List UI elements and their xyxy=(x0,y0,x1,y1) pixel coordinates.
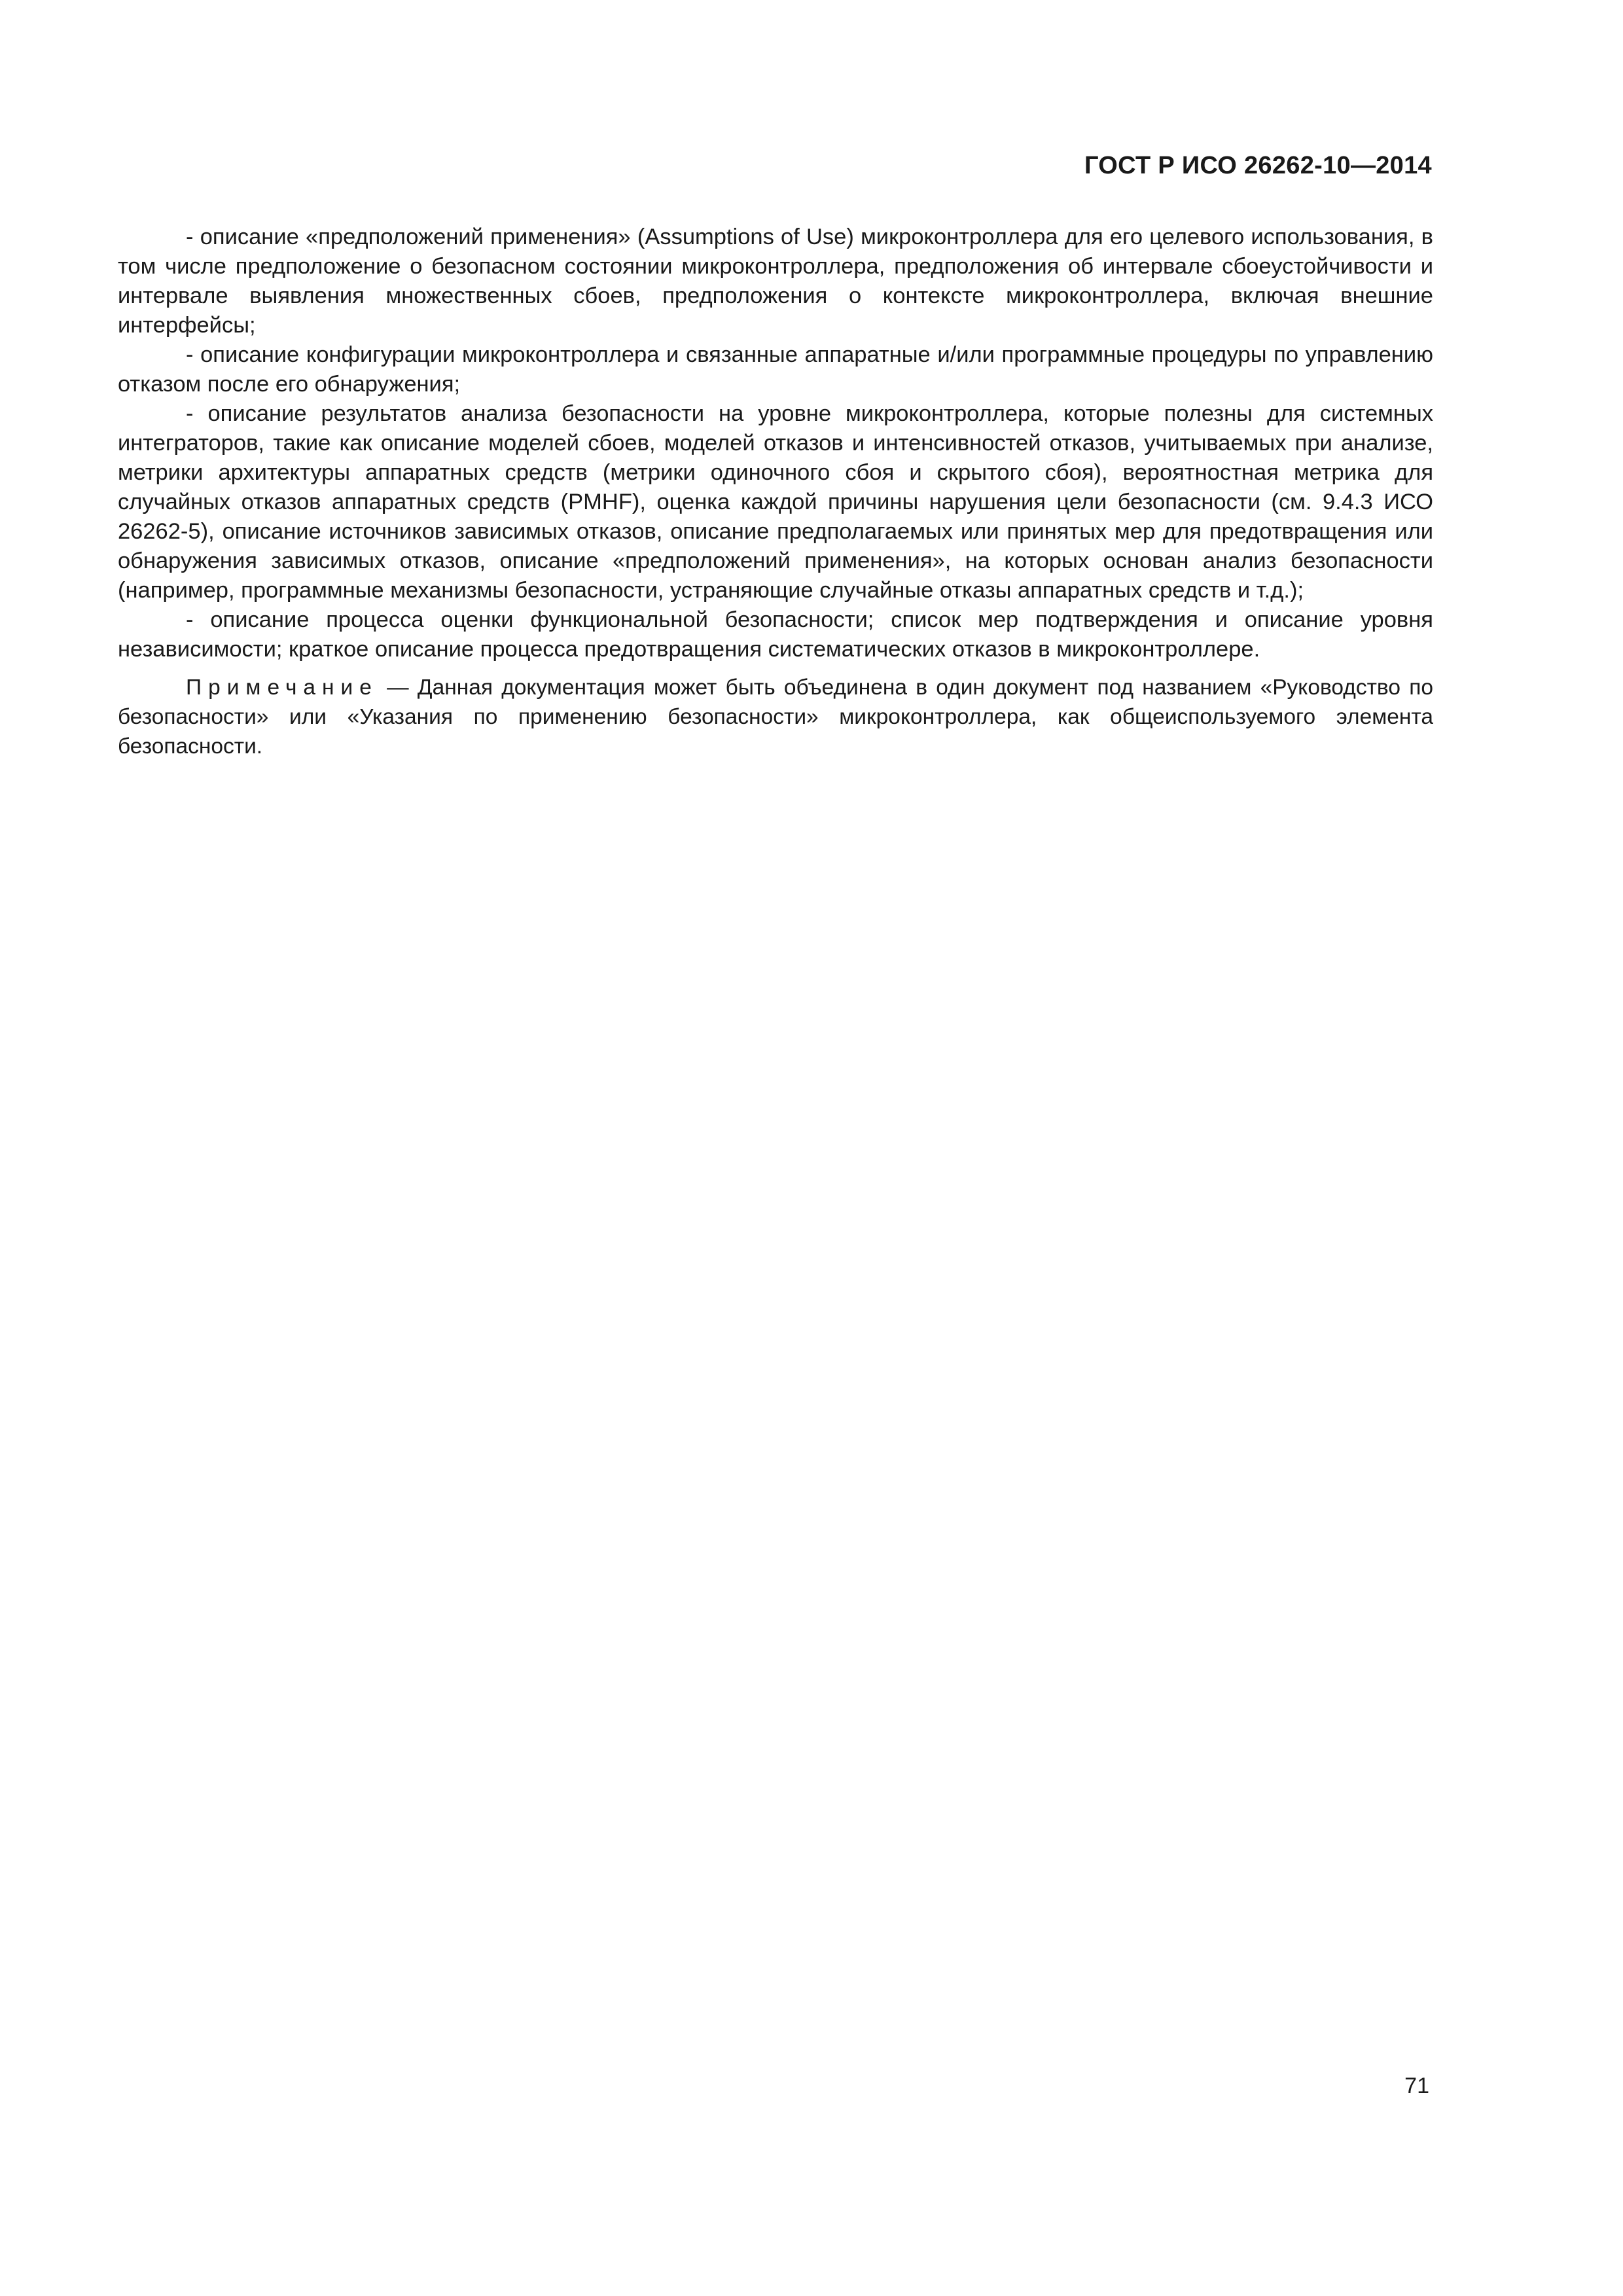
paragraph-safety-analysis-results: - описание результатов анализа безопасности на уровне микроконтроллера, которые полезны для системных интеграторов, такие как описание моделей сбоев, моделей отказов и интенсивностей отказов, учитываемых при анализе, метрики архитектуры аппаратных средств (метрики одиночного сбоя и скрытого сбоя), вероятностная метрика для случайных отказов аппаратных средств (PMHF), оценка каждой причины нарушения цели безопасности (см. 9.4.3 ИСО 26262-5), описание источников зависимых отказов, описание предполагаемых или принятых мер для предотвращения или обнаружения зависимых отказов, описание «предположений применения», на которых основан анализ безопасности (например, программные механизмы безопасности, устраняющие случайные отказы аппаратных средств и т.д.); xyxy=(118,401,1433,603)
page-number: 71 xyxy=(1404,2073,1429,2098)
document-code: ГОСТ Р ИСО 26262-10—2014 xyxy=(1084,152,1432,179)
paragraph-configuration: - описание конфигурации микроконтроллера и связанные аппаратные и/или программные процедуры по управлению отказом после его обнаружения; xyxy=(118,342,1433,397)
note-text: — Данная документация может быть объединена в один документ под названием «Руководство по безопасности» или «Указания по применению безопасности» микроконтроллера, как общеиспользуемого элемента безопасности. xyxy=(118,675,1433,759)
paragraph-assumptions-of-use: - описание «предположений применения» (Assumptions of Use) микроконтроллера для его целевого использования, в том числе предположение о безопасном состоянии микроконтроллера, предположения об интервале сбоеустойчивости и интервале выявления множественных сбоев, предположения о контексте микроконтроллера, включая внешние интерфейсы; xyxy=(118,224,1433,338)
note-label: Примечание xyxy=(186,675,378,700)
note-paragraph xyxy=(118,673,1433,761)
paragraph-safety-assessment: - описание процесса оценки функциональной безопасности; список мер подтверждения и описание уровня независимости; краткое описание процесса предотвращения систематических отказов в микроконтроллере. xyxy=(118,607,1433,662)
document-body xyxy=(118,223,1433,761)
